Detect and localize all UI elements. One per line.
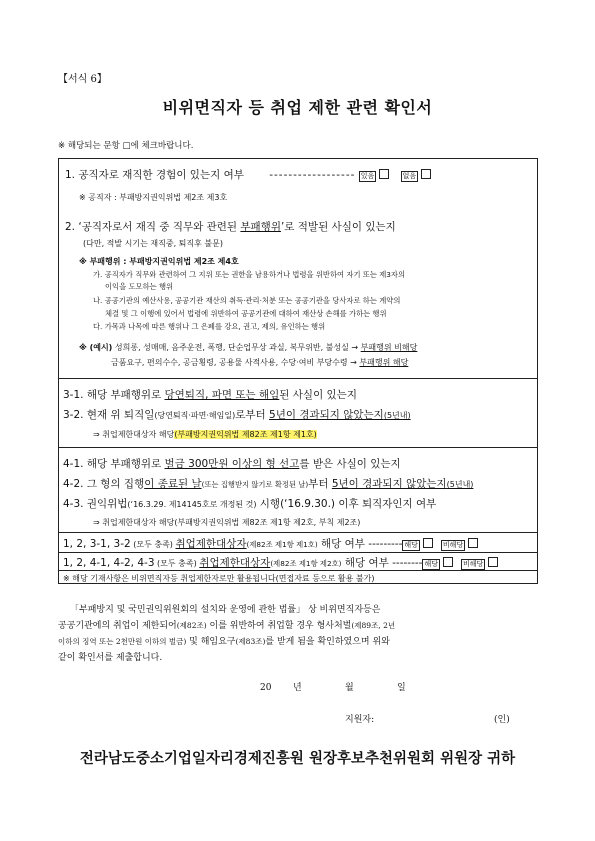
q3-note <box>93 429 317 440</box>
q3-2-text-a: 3-2. 현재 위 퇴직일 <box>63 409 155 421</box>
body-line-3-c: 를 받게 됨을 확인하였으며 위와 <box>265 637 390 647</box>
q2-def-ga-2: 이익을 도모하는 행위 <box>105 282 174 291</box>
r2-dashes: -------- <box>388 557 423 569</box>
q4-3-text-b: 시행(‘16.9.30.) 이후 퇴직자인지 여부 <box>256 498 437 510</box>
q4-2-small: (또는 집행받지 않기로 확정된 날) <box>201 480 309 489</box>
question-2 <box>65 219 396 234</box>
question-1 <box>65 167 431 182</box>
body-line-4: 같이 확인서를 제출합니다. <box>58 653 163 663</box>
q2-definition-title: ※ 부패행위 : 부패방지권익위법 제2조 제4호 <box>79 257 239 266</box>
date-year[interactable]: 20 <box>260 683 272 693</box>
q4-2-text-underlined: 5년이 경과되지 않았는지 <box>331 478 447 490</box>
q1-no-label: 없음 <box>402 172 417 180</box>
result-row-2 <box>63 555 498 570</box>
r2-underlined: 취업제한대상자 <box>199 557 271 569</box>
body-line-2-small-2: (제89조, 2년 <box>351 621 396 630</box>
q3-2-text-underlined: 5년이 경과되지 않았는지 <box>269 409 384 421</box>
q1-yes-checkbox[interactable] <box>379 169 389 179</box>
date-month-label: 월 <box>345 683 354 693</box>
r1-small: (제82조 제1항 제1호) <box>246 540 318 549</box>
q2-example-2-text: 금품요구, 편의수수, 공금횡령, 공용물 사적사용, 수당·여비 부당수령 → <box>111 358 360 367</box>
r1-yes-label: 해당 <box>404 541 418 549</box>
divider <box>59 552 537 553</box>
q4-3-text-a: 4-3. 권익위법 <box>63 498 128 510</box>
question-1-text: 1. 공직자로 재직한 경험이 있는지 여부 <box>65 169 244 181</box>
q4-2-text-b: 부터 <box>308 478 332 490</box>
r1-criteria: 1, 2, 3-1, 3-2 <box>63 538 131 550</box>
instruction-note: ※ 해당되는 문항 □에 체크바랍니다. <box>58 141 194 151</box>
r2-small: (제82조 제1항 제2호) <box>270 559 342 568</box>
q3-1-text-b: 된 사실이 있는지 <box>279 389 357 401</box>
q3-note-highlight: (부패방지권익위법 제82조 제1항 제1호) <box>174 430 317 439</box>
r1-underlined: 취업제한대상자 <box>175 538 247 550</box>
body-line-1: 「부패방지 및 국민권익위원회의 설치와 운영에 관한 법률」 상 비위면직자등은 <box>70 605 381 615</box>
form-number: 【서식 6】 <box>58 74 107 85</box>
q2-text-b: ’로 적발된 사실이 있는지 <box>280 221 396 233</box>
body-line-2 <box>58 618 395 634</box>
q2-def-ga-1: 가. 공직자가 직무와 관련하여 그 지위 또는 권한을 남용하거나 법령을 위반하여 자기 또는 제3자의 <box>93 270 406 279</box>
applicant-label: 지원자: <box>345 715 375 725</box>
q4-2-text-underlined-1: 이 종료된 날 <box>144 478 202 490</box>
q2-def-da: 다. 가목과 나목에 따른 행위나 그 은폐를 강요, 권고, 제의, 유인하는 행위 <box>93 322 326 331</box>
q2-example-1 <box>79 342 417 353</box>
q4-2-text-underlined-2: (5년내) <box>446 480 474 489</box>
q2-example-2 <box>111 357 408 368</box>
body-line-3-small: 이하의 징역 또는 2천만원 이하의 벌금) <box>58 637 187 646</box>
r2-note: (모두 충족) <box>154 559 200 568</box>
q3-1-text-underlined: 당연퇴직, 파면 또는 해임 <box>164 389 280 401</box>
q4-1-text-underlined: 벌금 300만원 이상의 형 선고 <box>164 458 300 470</box>
q4-note: ⇒ 취업제한대상자 해당(부패방지권익위법 제82조 제1항 제2호, 부칙 제2조) <box>93 518 361 527</box>
r2-yes-checkbox[interactable] <box>443 557 453 567</box>
r1-no-checkbox[interactable] <box>468 538 478 548</box>
box-footnote: ※ 해당 기재사항은 비위면직자등 취업제한자로만 활용됩니다(면접자료 등으로 활용 불가) <box>63 574 375 583</box>
q2-example-label: ※ (예시) <box>79 343 113 352</box>
body-line-2-b: 이를 위반하여 취업할 경우 형사처벌 <box>206 621 352 631</box>
q1-yes-label: 있음 <box>360 172 375 180</box>
r1-text: 해당 여부 <box>317 538 365 550</box>
date-day-label: 일 <box>397 683 406 693</box>
q3-1-text-a: 3-1. 해당 부패행위로 <box>63 389 165 401</box>
divider <box>59 378 537 379</box>
q2-text-underlined: 부패행위 <box>240 221 281 233</box>
seal-mark: (인) <box>494 715 510 725</box>
q2-sub: (다만, 적발 시기는 재직중, 퇴직후 불문) <box>83 239 223 248</box>
divider <box>59 570 537 571</box>
body-line-2-a: 공공기관에의 취업이 제한되어 <box>58 621 177 631</box>
page-title: 비위면직자 등 취업 제한 관련 확인서 <box>162 98 433 117</box>
q2-def-na-2: 체결 및 그 이행에 있어서 법령에 위반하여 공공기관에 대하여 재산상 손해를 가하는 행위 <box>105 309 387 318</box>
q2-def-na-1: 나. 공공기관의 예산사용, 공공기관 재산의 취득·관리·처분 또는 공공기관을 당사자로 하는 계약의 <box>93 296 401 305</box>
q4-3-small: (‘16.3.29. 제14145호로 개정된 것) <box>127 500 257 509</box>
body-line-3-b: 및 해임요구 <box>186 637 236 647</box>
q3-2-text-underlined-2: (5년내) <box>383 411 411 420</box>
question-3-2 <box>63 407 411 422</box>
addressee: 전라남도중소기업일자리경제진흥원 원장후보추천위원회 위원장 귀하 <box>79 751 516 767</box>
q4-1-text-b: 를 받은 사실이 있는지 <box>299 458 401 470</box>
q4-2-text-a: 4-2. 그 형의 집행 <box>63 478 145 490</box>
date-year-label: 년 <box>293 683 302 693</box>
question-1-dashes: ------------------ <box>269 169 356 181</box>
q3-note-text: ⇒ 취업제한대상자 해당 <box>93 430 175 439</box>
q4-1-text-a: 4-1. 해당 부패행위로 <box>63 458 165 470</box>
q3-2-small: (당연퇴직·파면·해임일) <box>154 411 236 420</box>
r1-yes-checkbox[interactable] <box>423 538 433 548</box>
r2-yes-label: 해당 <box>424 560 438 568</box>
r1-no-label: 비해당 <box>442 541 464 549</box>
q1-no-checkbox[interactable] <box>421 169 431 179</box>
r2-criteria: 1, 2, 4-1, 4-2, 4-3 <box>63 557 155 569</box>
question-4-3 <box>63 496 436 511</box>
q2-text-a: 2. ‘공직자로서 재직 중 직무와 관련된 <box>65 221 241 233</box>
r2-no-label: 비해당 <box>462 560 484 568</box>
r1-note: (모두 충족) <box>130 540 176 549</box>
divider <box>59 532 537 533</box>
checklist-box <box>58 158 538 584</box>
r1-dashes: --------- <box>364 538 403 550</box>
q2-example-1-text: 성희롱, 성매매, 음주운전, 폭행, 단순업무상 과실, 복무위반, 불성실 → <box>112 343 361 352</box>
q3-2-text-b: 로부터 <box>235 409 270 421</box>
body-line-2-small: (제82조) <box>176 621 207 630</box>
body-line-3-small-2: (제83조) <box>235 637 266 646</box>
divider <box>59 447 537 448</box>
question-4-2 <box>63 476 473 491</box>
body-line-3 <box>58 634 390 650</box>
result-row-1 <box>63 536 478 551</box>
r2-text: 해당 여부 <box>341 557 389 569</box>
q2-example-1-result: 부패행위 비해당 <box>360 343 418 352</box>
q2-example-2-result: 부패행위 해당 <box>359 358 409 367</box>
question-4-1 <box>63 456 401 471</box>
r2-no-checkbox[interactable] <box>488 557 498 567</box>
q1-note: ※ 공직자 : 부패방지권익위법 제2조 제3호 <box>79 193 228 202</box>
question-3-1 <box>63 387 357 402</box>
